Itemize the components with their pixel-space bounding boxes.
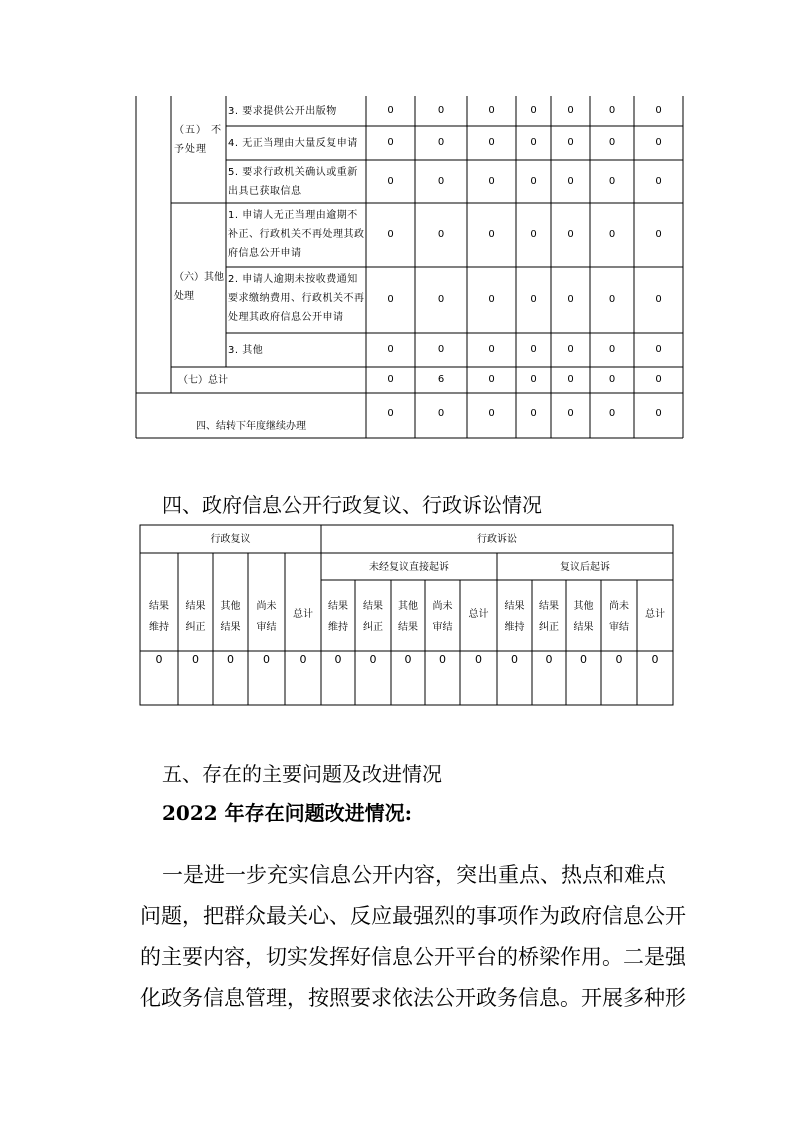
column-header: 结果 维持 [504,601,525,633]
table-cell-value: 0 [334,653,342,666]
carry-cell-value: 0 [488,408,495,419]
carry-cell-value: 0 [387,408,394,419]
table-cell-value: 0 [608,294,616,305]
column-header: 尚未 审结 [432,601,453,633]
table-cell-value: 0 [299,653,307,666]
table-cell-value: 0 [567,344,574,355]
paragraph-line: 化政务信息管理，按照要求依法公开政务信息。开展多种形 [140,986,686,1010]
table-cell-value: 0 [530,229,537,240]
table-cell-value: 0 [488,175,495,187]
table-cell-value: 0 [567,294,574,305]
paragraph-line: 一是进一步充实信息公开内容，突出重点、热点和难点 [162,863,666,887]
column-header: 结果 维持 [328,601,348,633]
table-cell-value: 0 [655,344,662,355]
total-cell-value: 0 [567,374,574,385]
table-cell-value: 0 [437,344,445,355]
table-cell-value: 0 [655,294,662,305]
table-row-label: 1. 申请人无正当理由逾期不补正、行政机关不再处理其政府信息公开申请 [228,210,365,259]
column-header: 结果 纠正 [185,601,206,633]
table-cell-value: 0 [488,344,495,355]
table-cell-value: 0 [488,294,495,305]
table-cell-value: 0 [387,105,394,116]
total-label: （七）总计 [178,375,228,386]
column-header: 总计 [293,609,313,620]
paragraph-line: 的主要内容，切实发挥好信息公开平台的桥梁作用。二是强 [140,945,686,969]
table-cell-value: 0 [488,105,495,116]
table-cell-value: 0 [545,653,553,666]
table-cell-value: 0 [567,137,574,148]
table-cell-value: 0 [530,137,537,148]
group-label-5: （五） 不予处理 [174,125,223,155]
after-review-header: 复议后起诉 [560,562,610,573]
table-cell-value: 0 [530,105,537,116]
column-header: 结果 纠正 [539,601,559,633]
table-cell-value: 0 [475,653,482,666]
column-header: 结果 纠正 [363,601,383,633]
table-cell-value: 0 [439,653,446,666]
total-cell-value: 0 [530,374,537,385]
table-cell-value: 0 [530,344,537,355]
column-header: 其他 结果 [573,601,594,633]
table-cell-value: 0 [651,653,659,666]
group-label-6: （六）其他处理 [174,272,224,302]
table-cell-value: 0 [655,175,662,187]
table-cell-value: 0 [655,105,662,116]
carry-cell-value: 0 [530,408,537,419]
table-row-label: 5. 要求行政机关确认或重新出具已获取信息 [228,167,358,197]
table-cell-value: 0 [387,344,394,355]
table-cell-value: 0 [192,653,199,666]
total-cell-value: 6 [437,374,445,385]
table-cell-value: 0 [530,175,537,187]
table-cell-value: 0 [387,229,394,240]
column-header: 尚未 审结 [256,601,277,633]
carry-cell-value: 0 [655,408,662,419]
table-cell-value: 0 [437,229,445,240]
table-cell-value: 0 [530,294,537,305]
table-cell-value: 0 [387,137,394,148]
table-cell-value: 0 [387,175,394,187]
column-header: 其他 结果 [398,601,418,633]
total-cell-value: 0 [655,374,662,385]
table-cell-value: 0 [608,137,616,148]
table-cell-value: 0 [488,229,495,240]
table-cell-value: 0 [580,653,587,666]
column-header: 其他 结果 [220,601,241,633]
table-cell-value: 0 [511,653,518,666]
carry-cell-value: 0 [608,408,616,419]
table-cell-value: 0 [567,175,574,187]
table-cell-value: 0 [655,137,662,148]
carry-over-label: 四、结转下年度继续办理 [196,421,306,432]
table-cell-value: 0 [488,137,495,148]
total-cell-value: 0 [488,374,495,385]
total-cell-value: 0 [387,374,394,385]
table-cell-value: 0 [404,653,412,666]
table-cell-value: 0 [608,229,616,240]
direct-suit-header: 未经复议直接起诉 [369,562,449,573]
table-cell-value: 0 [567,229,574,240]
table-cell-value: 0 [227,653,234,666]
table-cell-value: 0 [437,175,445,187]
table-cell-value: 0 [387,294,394,305]
table-row-label: 3. 其他 [228,344,264,356]
section5-subheading: 2022 年存在问题改进情况: [162,801,413,825]
column-header: 尚未 审结 [609,601,629,633]
carry-cell-value: 0 [437,408,445,419]
table-cell-value: 0 [608,105,616,116]
litigation-header: 行政诉讼 [477,534,517,545]
table-row-label: 4. 无正当理由大量反复申请 [228,137,358,149]
table-cell-value: 0 [369,653,377,666]
column-header: 结果 维持 [149,601,169,633]
reconsideration-header: 行政复议 [210,534,251,545]
table-row-label: 3. 要求提供公开出版物 [228,105,337,117]
table-cell-value: 0 [437,137,445,148]
table-cell-value: 0 [155,653,163,666]
paragraph-line: 问题，把群众最关心、反应最强烈的事项作为政府信息公开 [140,904,686,928]
table-cell-value: 0 [608,344,616,355]
table-cell-value: 0 [608,175,616,187]
table-cell-value: 0 [437,294,445,305]
table-cell-value: 0 [655,229,662,240]
table-cell-value: 0 [567,105,574,116]
table-cell-value: 0 [615,653,623,666]
total-cell-value: 0 [608,374,616,385]
table-cell-value: 0 [263,653,270,666]
carry-cell-value: 0 [567,408,574,419]
table-row-label: 2. 申请人逾期未按收费通知要求缴纳费用、行政机关不再处理其政府信息公开申请 [228,274,365,323]
section4-heading: 四、政府信息公开行政复议、行政诉讼情况 [162,493,542,517]
table-cell-value: 0 [437,105,445,116]
column-header: 总计 [645,609,665,620]
section5-heading: 五、存在的主要问题及改进情况 [162,762,442,786]
column-header: 总计 [468,609,489,620]
